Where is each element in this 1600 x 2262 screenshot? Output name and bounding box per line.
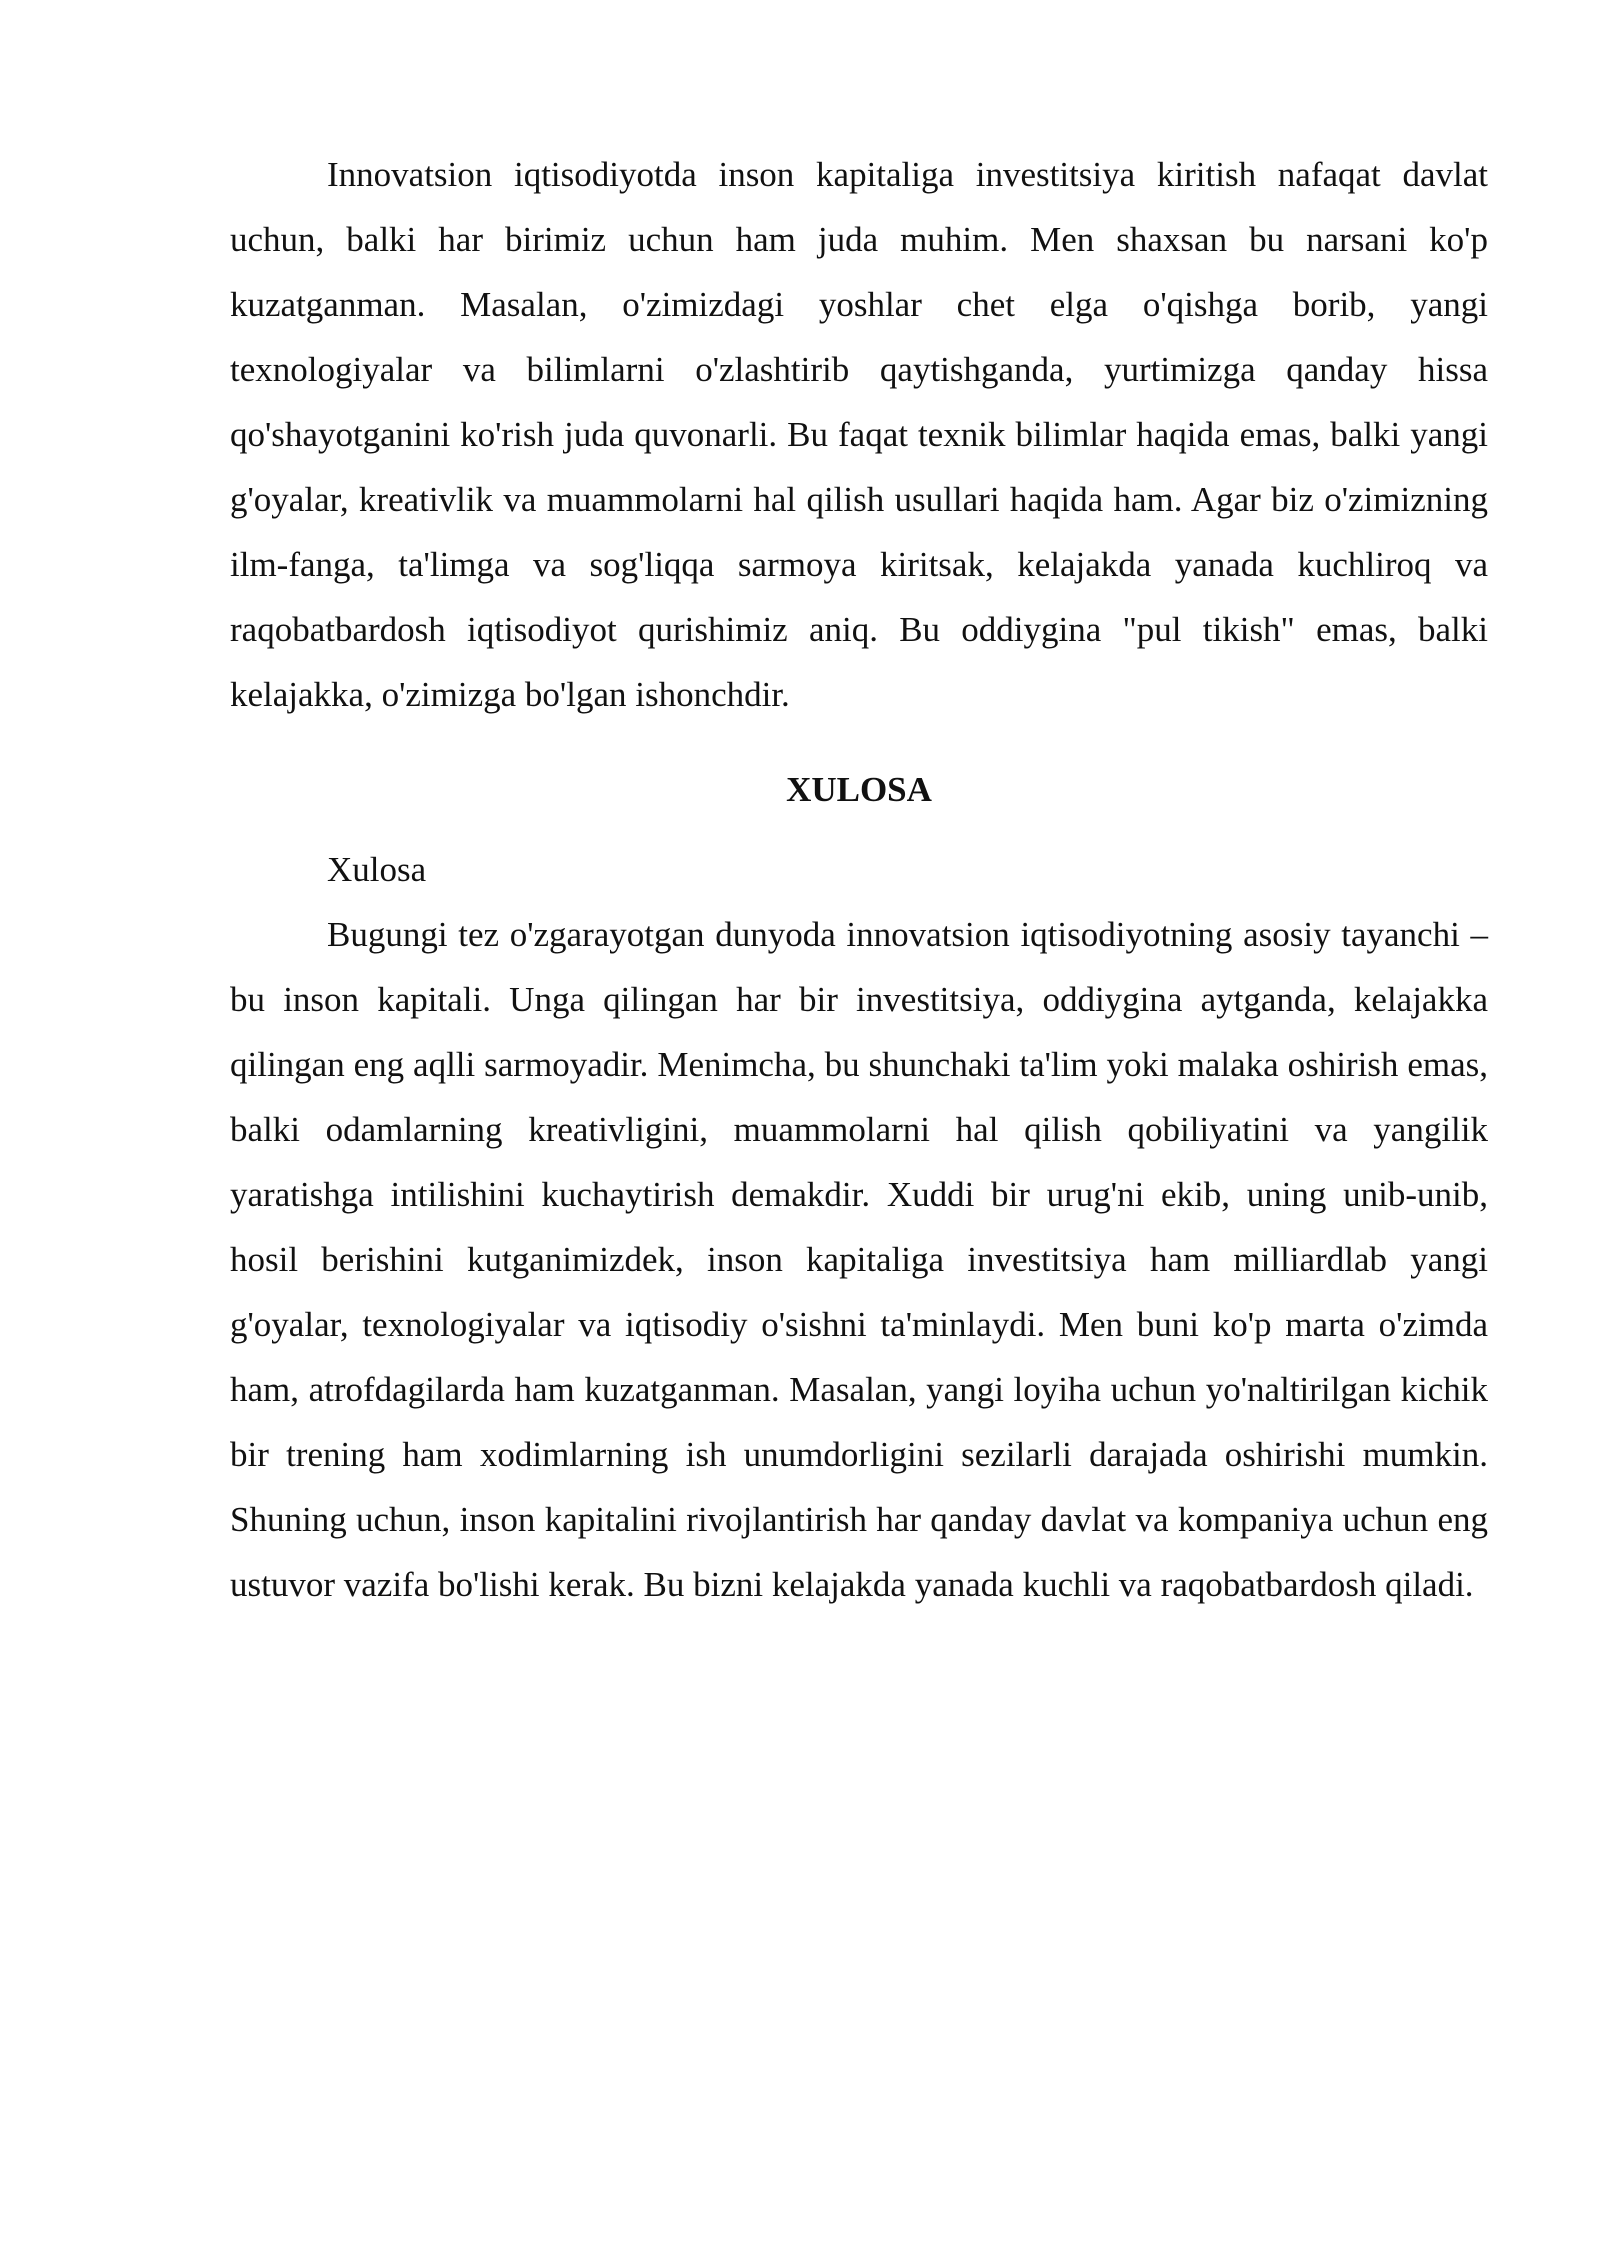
paragraph-intro: Innovatsion iqtisodiyotda inson kapitaliga investitsiya kiritish nafaqat davlat uchun, balki har birimiz uchun ham juda muhim. Men shaxsan bu narsani ko'p kuzatganman. Masalan, o'zimizdagi yoshlar chet elga o'qishga borib, yangi texnologiyalar va bilimlarni o'zlashtirib qaytishganda, yurtimizga qanday hissa qo'shayotganini ko'rish juda quvonarli. Bu faqat texnik bilimlar haqida emas, balki yangi g'oyalar, kreativlik va muammolarni hal qilish usullari haqida ham. Agar biz o'zimizning ilm-fanga, ta'limga va sog'liqqa sarmoya kiritsak, kelajakda yanada kuchliroq va raqobatbardosh iqtisodiyot qurishimiz aniq. Bu oddiygina "pul tikish" emas, balki kelajakka, o'zimizga bo'lgan ishonchdir. xyxy=(230,155,1488,714)
conclusion-section xyxy=(230,757,1488,822)
paragraph-conclusion: Bugungi tez o'zgarayotgan dunyoda innovatsion iqtisodiyotning asosiy tayanchi – bu inson kapitali. Unga qilingan har bir investitsiya, oddiygina aytganda, kelajakka qilingan eng aqlli sarmoyadir. Menimcha, bu shunchaki ta'lim yoki malaka oshirish emas, balki odamlarning kreativligini, muammolarni hal qilish qobiliyatini va yangilik yaratishga intilishini kuchaytirish demakdir. Xuddi bir urug'ni ekib, uning unib-unib, hosil berishini kutganimizdek, inson kapitaliga investitsiya ham milliardlab yangi g'oyalar, texnologiyalar va iqtisodiy o'sishni ta'minlaydi. Men buni ko'p marta o'zimda ham, atrofdagilarda ham kuzatganman. Masalan, yangi loyiha uchun yo'naltirilgan kichik bir trening ham xodimlarning ish unumdorligini sezilarli darajada oshirishi mumkin. Shuning uchun, inson kapitalini rivojlantirish har qanday davlat va kompaniya uchun eng ustuvor vazifa bo'lishi kerak. Bu bizni kelajakda yanada kuchli va raqobatbardosh qiladi. xyxy=(230,915,1488,1604)
section-heading: XULOSA xyxy=(786,770,932,809)
body-text-top xyxy=(230,142,1488,727)
section-subheading: Xulosa xyxy=(327,850,427,889)
conclusion-body xyxy=(230,837,1488,1617)
